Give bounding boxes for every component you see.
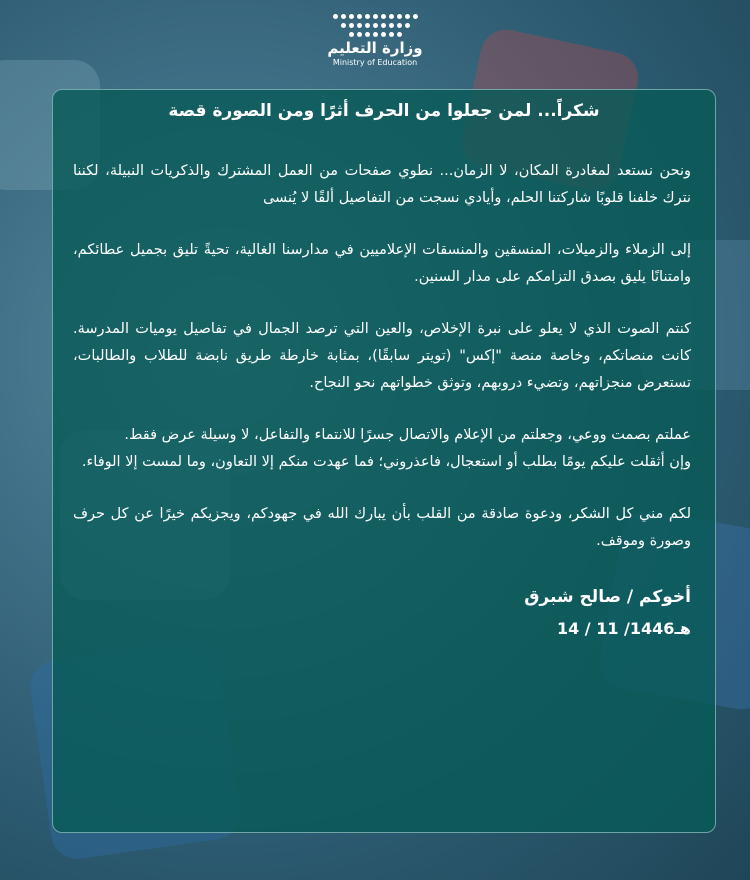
paragraph-4: عملتم بصمت ووعي، وجعلتم من الإعلام والاتصال جسرًا للانتماء والتفاعل، لا وسيلة عرض فقط. وإن أثقلت عليكم يومًا بطلب أو استعجال، فاعذروني؛ فما عهدت منكم إلا التعاون، وما لمست إلا الوفاء. [81, 427, 691, 470]
paragraph-2: إلى الزملاء والزميلات، المنسقين والمنسقات الإعلاميين في مدارسنا الغالية، تحيةً تليق بجميل عطائكم، وامتنانًا يليق بصدق التزامكم على مدار السنين. [73, 242, 691, 285]
paragraph-1: ونحن نستعد لمغادرة المكان، لا الزمان... نطوي صفحات من العمل المشترك والذكريات النبيلة، لكننا نترك خلفنا قلوبًا شاركتنا الحلم، وأيادي نسجت من التفاصيل ألقًا لا يُنسى [73, 163, 691, 206]
letter-title: شكراً... لمن جعلوا من الحرف أثرًا ومن الصورة قصة [168, 101, 600, 121]
logo-english-name: Ministry of Education [332, 58, 418, 67]
signature: أخوكم / صالح شبرق [524, 587, 691, 607]
letter-card [52, 89, 716, 833]
paragraph-3: كنتم الصوت الذي لا يعلو على نبرة الإخلاص، والعين التي ترصد الجمال في تفاصيل يوميات المدرسة. كانت منصاتكم، وخاصة منصة "إكس" (تويتر سابقًا)، بمثابة خارطة طريق نابضة للطلاب والطالبات، تستعرض منجزاتهم، وتضيء دروبهم، وتوثق خطواتهم نحو النجاح. [73, 321, 691, 391]
date: 14 / 11 /1446هـ [556, 619, 691, 638]
logo-arabic-name: وزارة التعليم [327, 39, 423, 57]
logo-dots-icon [300, 14, 450, 37]
paragraph-5: لكم مني كل الشكر، ودعوة صادقة من القلب بأن يبارك الله في جهودكم، ويجزيكم خيرًا عن كل حرف وصورة وموقف. [73, 506, 691, 549]
ministry-logo [300, 10, 450, 80]
